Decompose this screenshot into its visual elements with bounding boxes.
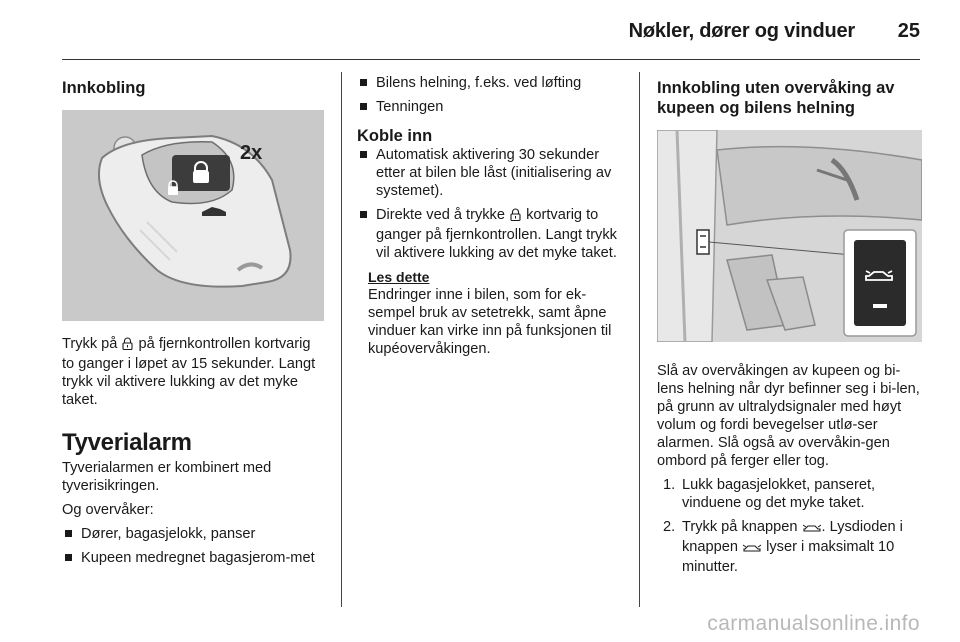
heading-no-monitoring: Innkobling uten overvåking av kupeen og bilens helning bbox=[657, 79, 895, 117]
car-tilt-icon bbox=[803, 520, 821, 538]
list-item-direct bbox=[357, 206, 623, 262]
watermark: carmanualsonline.info bbox=[707, 612, 920, 635]
column-1 bbox=[62, 74, 324, 567]
note-box bbox=[357, 268, 623, 358]
monitor-list-continued bbox=[357, 74, 623, 116]
lock-icon bbox=[122, 337, 133, 355]
column-2 bbox=[357, 74, 623, 358]
list-item: Kupeen medregnet bagasjerom-met bbox=[62, 549, 324, 567]
column-divider-2 bbox=[639, 72, 640, 607]
page-number: 25 bbox=[897, 20, 920, 42]
column-divider-1 bbox=[341, 72, 342, 607]
paragraph-combined: Tyverialarmen er kombinert med tyverisikringen. bbox=[62, 460, 272, 494]
paragraph-when-to-disable: Slå av overvåkingen av kupeen og bi-lens helning når dyr befinner seg i bi-len, på grunn av ultralydsignaler med høyt volum og fordi bevegelser utlø-ser alarmen. Slå også av overvåkin-gen ombord på ferger eller tog. bbox=[657, 363, 920, 469]
lock-icon bbox=[510, 208, 521, 226]
steps-list bbox=[657, 476, 922, 576]
header-divider bbox=[62, 59, 920, 60]
note-text: Endringer inne i bilen, som for ek-sempel bruk av setetrekk, samt åpne vinduer kan virke inn på funksjonen til kupéovervåkingen. bbox=[368, 287, 612, 357]
step-text-middle: . Lysdioden i knappen bbox=[682, 519, 903, 555]
paragraph-monitors: Og overvåker: bbox=[62, 502, 154, 518]
list-item: Dører, bagasjelokk, panser bbox=[62, 525, 324, 543]
step-number: 1. bbox=[663, 477, 676, 493]
monitor-list bbox=[62, 525, 324, 567]
direct-text-end: kortvarig to ganger på fjernkontrollen. Langt trykk vil aktivere lukking av det myke taket. bbox=[376, 207, 617, 261]
step-item bbox=[657, 518, 922, 576]
heading-innkobling: Innkobling bbox=[62, 79, 146, 97]
step-item bbox=[657, 476, 922, 512]
note-heading: Les dette bbox=[368, 269, 430, 285]
remote-key-illustration bbox=[62, 110, 324, 321]
dashboard-button-figure bbox=[657, 130, 922, 342]
activation-list bbox=[357, 146, 623, 262]
step-text-start: Trykk på knappen bbox=[682, 519, 798, 535]
heading-tyverialarm: Tyverialarm bbox=[62, 429, 192, 456]
car-tilt-icon bbox=[743, 540, 761, 558]
direct-text-start: Direkte ved å trykke bbox=[376, 207, 505, 223]
remote-key-figure bbox=[62, 110, 324, 321]
paragraph-press-twice bbox=[62, 335, 324, 409]
list-item-auto: Automatisk aktivering 30 sekunder etter at bilen ble låst (initialisering av systemet). bbox=[357, 146, 623, 200]
column-3 bbox=[657, 74, 922, 576]
page-title: Nøkler, dører og vinduer bbox=[628, 20, 855, 42]
step-text: Lukk bagasjelokket, panseret, vinduene og det myke taket. bbox=[682, 477, 876, 511]
list-item: Tenningen bbox=[357, 98, 623, 116]
list-item: Bilens helning, f.eks. ved løfting bbox=[357, 74, 623, 92]
figure-label-2x: 2x bbox=[240, 142, 263, 164]
heading-koble-inn: Koble inn bbox=[357, 127, 433, 145]
dashboard-illustration bbox=[657, 130, 922, 342]
paragraph-press-twice-start: Trykk på bbox=[62, 336, 118, 352]
step-number: 2. bbox=[663, 519, 676, 535]
paragraph-press-twice-end: på fjernkontrollen kortvarig to ganger i løpet av 15 sekunder. Langt trykk vil aktivere lukking av det myke taket. bbox=[62, 336, 316, 408]
step-text-end: lyser i maksimalt 10 minutter. bbox=[682, 539, 895, 575]
